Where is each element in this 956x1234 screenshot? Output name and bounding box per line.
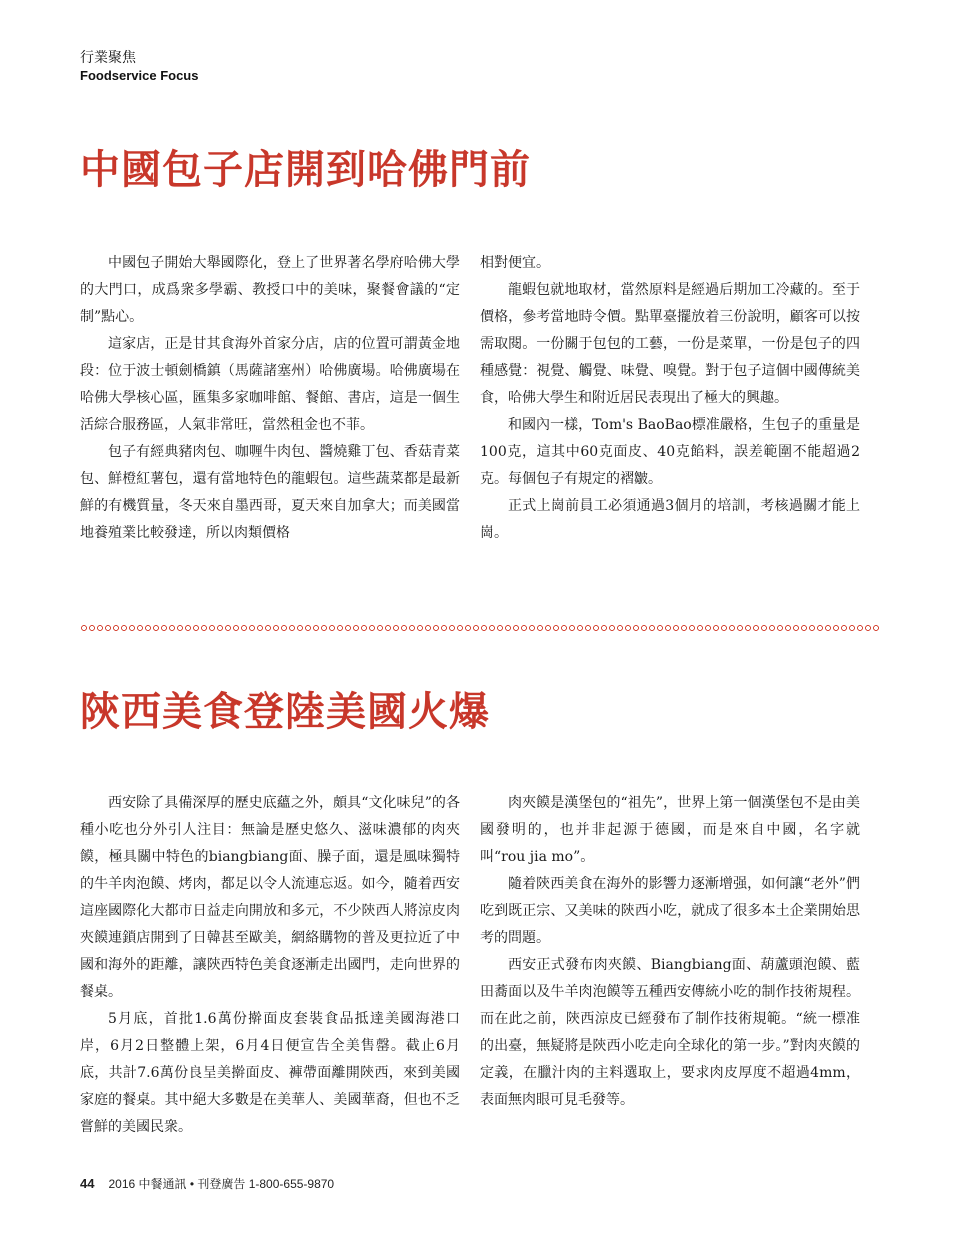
- article-1-right-column: [480, 250, 860, 547]
- article-1-paragraph: 中國包子開始大舉國際化，登上了世界著名學府哈佛大學的大門口，成爲衆多學霸、教授口中的美味，聚餐會議的“定制”點心。: [80, 255, 460, 325]
- article-2-right-column: [480, 790, 860, 1114]
- article-1-title: 中國包子店開到哈佛門前: [80, 146, 531, 193]
- article-1-paragraph: 正式上崗前員工必須通過3個月的培訓，考核過關才能上崗。: [480, 498, 860, 541]
- article-1-paragraph: 龍蝦包就地取材，當然原料是經過后期加工冷藏的。至于價格，參考當地時令價。點單臺擺放着三份說明，顧客可以按需取閱。一份關于包包的工藝，一份是菜單，一份是包子的四種感覺：視覺、觸覺、味覺、嗅覺。對于包子這個中國傳統美食，哈佛大學生和附近居民表現出了極大的興趣。: [480, 282, 860, 406]
- section-divider: [80, 624, 880, 632]
- article-1-paragraph: 包子有經典豬肉包、咖喱牛肉包、醬燒雞丁包、香菇青菜包、鮮橙紅薯包，還有當地特色的龍蝦包。這些蔬菜都是最新鮮的有機質量，冬天來自墨西哥，夏天來自加拿大；而美國當地養殖業比較發達，所以肉類價格: [80, 444, 460, 541]
- footer-text: 2016 中餐通訊 • 刊登廣告 1-800-655-9870: [108, 1177, 335, 1191]
- page-footer: [80, 1176, 334, 1192]
- article-2-title: 陝西美食登陸美國火爆: [80, 688, 490, 735]
- article-1-left-column: [80, 250, 460, 547]
- article-1-paragraph: 和國內一樣，Tom's BaoBao標准嚴格，生包子的重量是100克，這其中60克面皮、40克餡料，誤差範圍不能超過2克。每個包子有規定的褶皺。: [480, 417, 860, 487]
- article-2-paragraph: 隨着陝西美食在海外的影響力逐漸增强，如何讓“老外”們吃到既正宗、又美味的陝西小吃，就成了很多本土企業開始思考的問題。: [480, 876, 860, 946]
- page-number: 44: [80, 1176, 95, 1191]
- article-2-paragraph: 西安除了具備深厚的歷史底蘊之外，頗具“文化味兒”的各種小吃也分外引人注目：無論是歷史悠久、滋味濃郁的肉夾饃，極具關中特色的biangbiang面、臊子面，還是風味獨特的牛羊肉泡饃、烤肉，都足以令人流連忘返。如今，隨着西安這座國際化大都市日益走向開放和多元，不少陝西人將涼皮肉夾饃連鎖店開到了日韓甚至歐美，網絡購物的普及更拉近了中國和海外的距離，讓陝西特色美食逐漸走出國門，走向世界的餐桌。: [80, 795, 460, 1000]
- article-1-continuation: 相對便宜。: [480, 255, 550, 271]
- article-2-left-column: [80, 790, 460, 1141]
- article-1-paragraph: 這家店，正是甘其食海外首家分店，店的位置可謂黃金地段：位于波士頓劍橋鎮（馬薩諸塞州）哈佛廣場。哈佛廣場在哈佛大學核心區，匯集多家咖啡館、餐館、書店，這是一個生活綜合服務區，人氣非常旺，當然租金也不菲。: [80, 336, 460, 433]
- article-2-paragraph: 西安正式發布肉夾饃、Biangbiang面、葫蘆頭泡饃、藍田蕎面以及牛羊肉泡饃等五種西安傳統小吃的制作技術規程。而在此之前，陝西涼皮已經發布了制作技術規範。“統一標准的出臺，無疑將是陝西小吃走向全球化的第一步。”對肉夾饃的定義，在臘汁肉的主料選取上，要求肉皮厚度不超過4mm，表面無肉眼可見毛發等。: [480, 957, 860, 1108]
- article-2-paragraph: 肉夾饃是漢堡包的“祖先”，世界上第一個漢堡包不是由美國發明的，也并非起源于德國，而是來自中國，名字就叫“rou jia mo”。: [480, 795, 860, 865]
- article-2-paragraph: 5月底，首批1.6萬份擀面皮套裝食品抵達美國海港口岸，6月2日整體上架，6月4日便宣告全美售罄。截止6月底，共計7.6萬份良呈美擀面皮、褲帶面離開陝西，來到美國家庭的餐桌。其中絕大多數是在美華人、美國華裔，但也不乏嘗鮮的美國民衆。: [80, 1011, 460, 1135]
- section-label-chinese: 行業聚焦: [80, 50, 136, 66]
- section-label-english: Foodservice Focus: [80, 68, 199, 83]
